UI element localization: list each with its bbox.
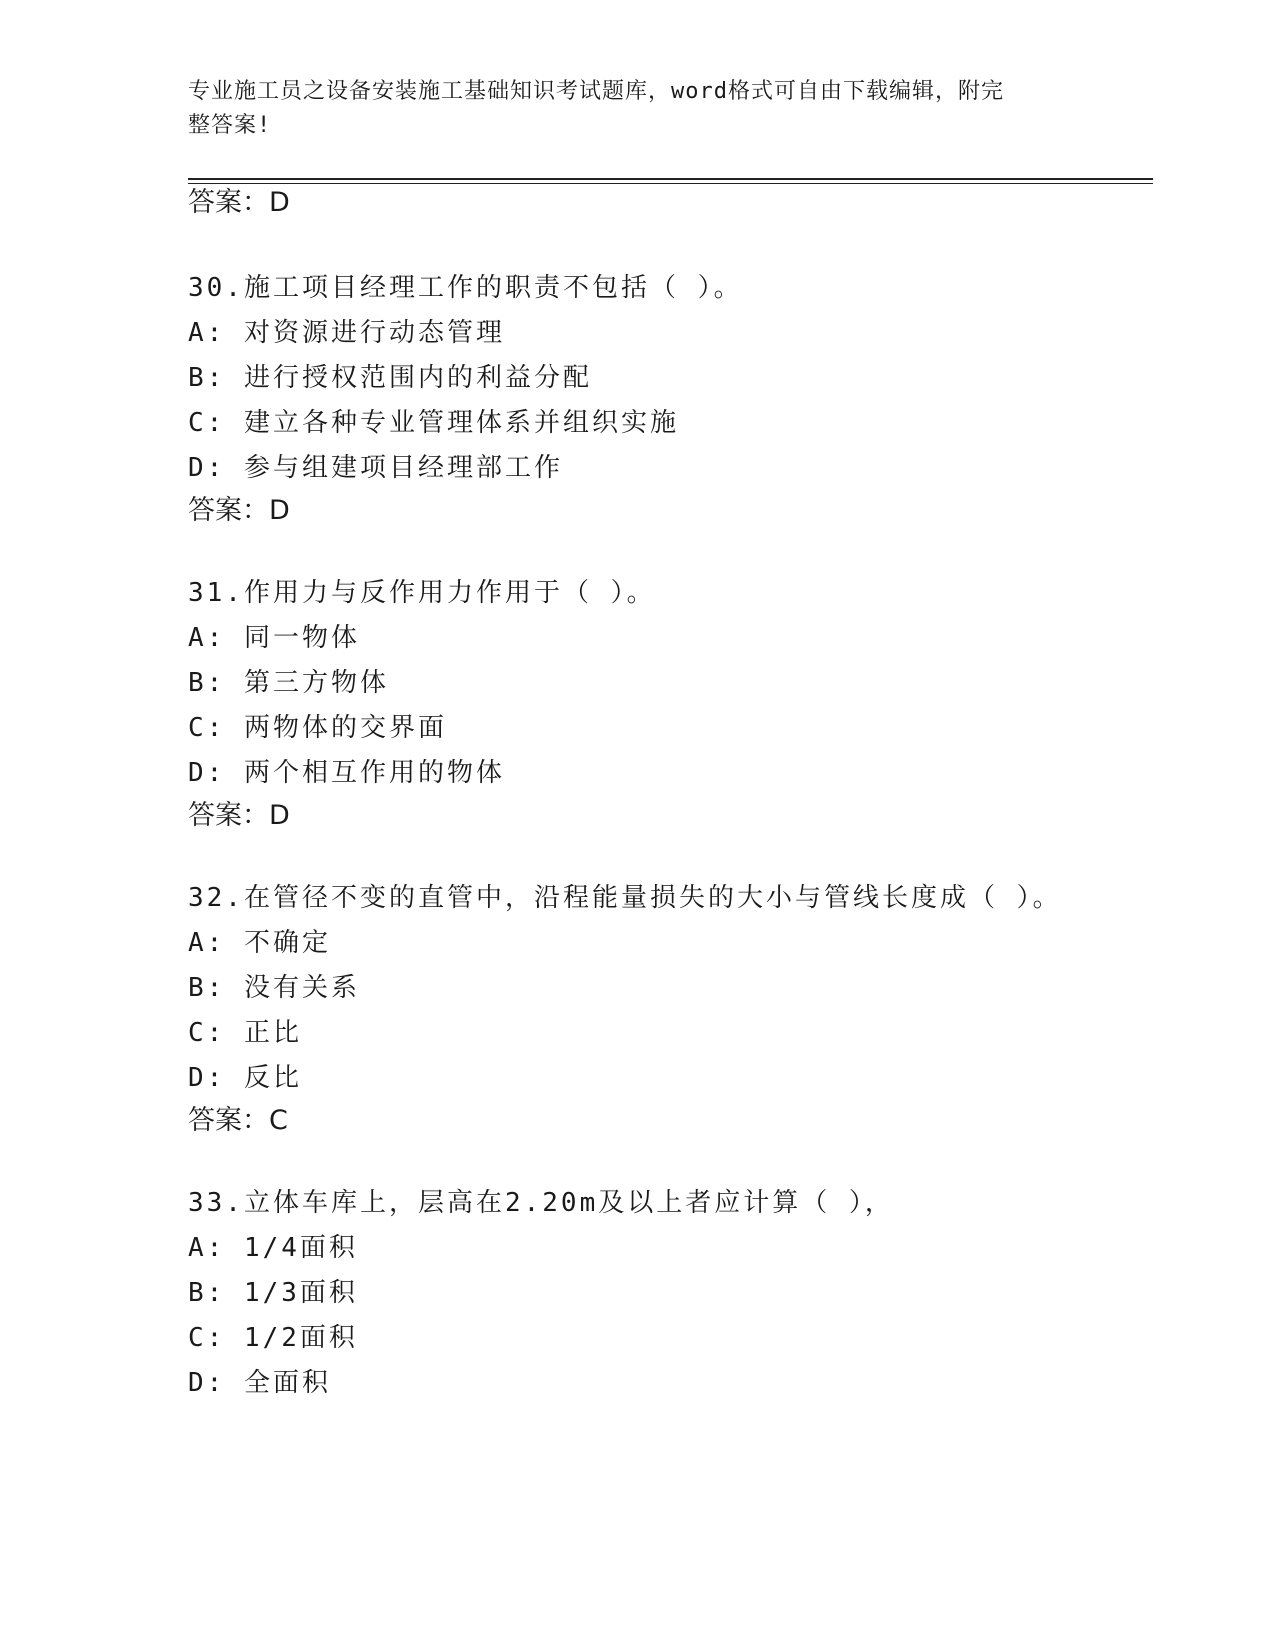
option-b: B: 1/3面积 <box>188 1278 358 1308</box>
header-divider <box>188 178 1153 184</box>
document-header <box>188 75 1088 143</box>
question-title: 33.立体车库上，层高在2.20m及以上者应计算（ ）， <box>188 1188 894 1218</box>
option-b: B: 没有关系 <box>188 973 360 1003</box>
option-a: A: 不确定 <box>188 928 331 958</box>
question-32 <box>188 881 1153 1138</box>
option-c: C: 两物体的交界面 <box>188 713 447 743</box>
answer: 答案：C <box>188 1105 288 1136</box>
answer: 答案：D <box>188 800 290 831</box>
option-a: A: 同一物体 <box>188 623 360 653</box>
option-c: C: 建立各种专业管理体系并组织实施 <box>188 408 679 438</box>
option-d: D: 反比 <box>188 1063 302 1093</box>
option-c: C: 1/2面积 <box>188 1323 358 1353</box>
option-d: D: 参与组建项目经理部工作 <box>188 453 563 483</box>
option-c: C: 正比 <box>188 1018 302 1048</box>
question-31 <box>188 576 1153 833</box>
option-b: B: 第三方物体 <box>188 668 389 698</box>
question-33 <box>188 1186 1153 1400</box>
option-b: B: 进行授权范围内的利益分配 <box>188 363 592 393</box>
option-a: A: 1/4面积 <box>188 1233 358 1263</box>
header-line-1: 专业施工员之设备安装施工基础知识考试题库，word格式可自由下载编辑，附完 <box>188 79 1004 104</box>
option-d: D: 全面积 <box>188 1368 331 1398</box>
question-title: 30.施工项目经理工作的职责不包括（ ）。 <box>188 273 743 303</box>
answer-29: 答案：D <box>188 187 290 218</box>
question-title: 32.在管径不变的直管中，沿程能量损失的大小与管线长度成（ ）。 <box>188 883 1062 913</box>
question-30 <box>188 271 1153 528</box>
option-d: D: 两个相互作用的物体 <box>188 758 505 788</box>
option-a: A: 对资源进行动态管理 <box>188 318 505 348</box>
answer: 答案：D <box>188 495 290 526</box>
header-line-2: 整答案! <box>188 113 272 138</box>
question-title: 31.作用力与反作用力作用于（ ）。 <box>188 578 656 608</box>
